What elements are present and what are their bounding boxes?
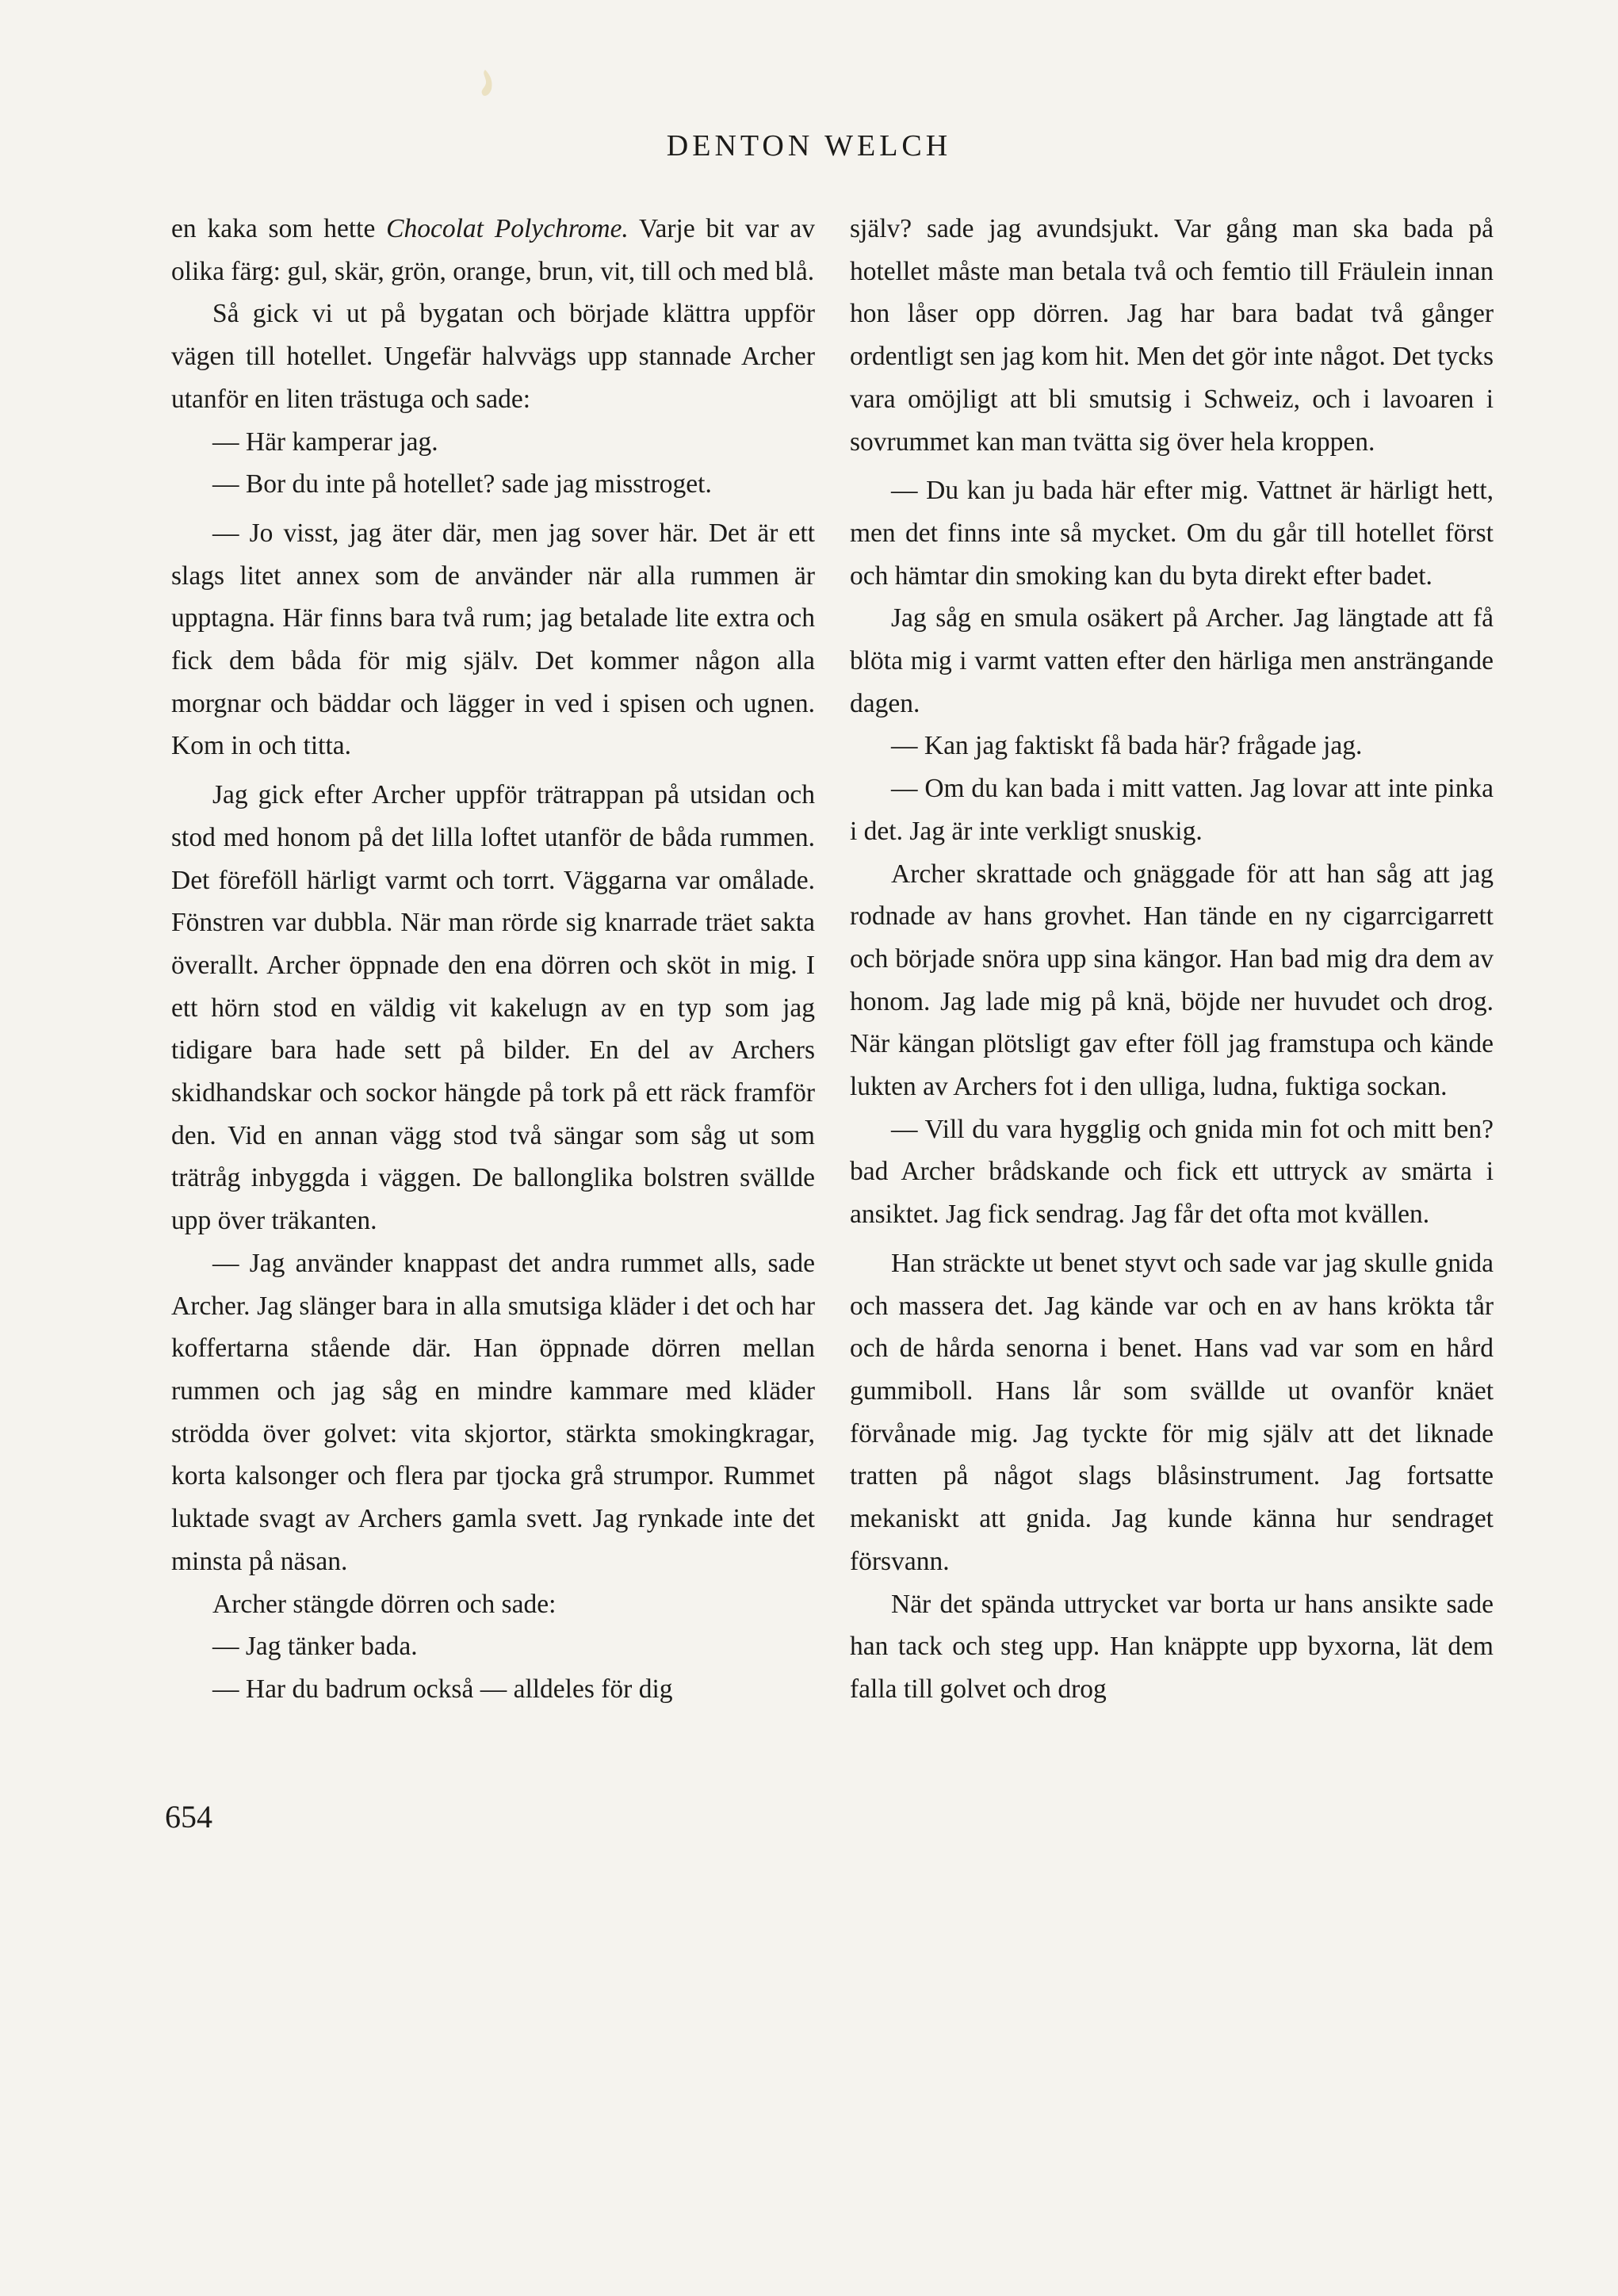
text-run: en kaka som hette [171, 214, 387, 243]
paper-blemish-mark [479, 68, 496, 100]
text-run: Varje bit var av olika färg: gul, skär, grön, orange, brun, vit, till och med blå. [171, 214, 815, 286]
dialogue-line: — Bor du inte på hotellet? sade jag misstroget. [212, 469, 712, 499]
paragraph [171, 208, 815, 293]
dialogue-line: — Jag tänker bada. [212, 1632, 418, 1662]
dialogue-line: — Du kan ju bada här efter mig. Vattnet är härligt hett, men det finns inte så mycket. Om du går till hotellet först och hämtar din smoking kan du byta direkt efter badet. [850, 476, 1494, 591]
left-text-column [171, 208, 815, 1711]
dialogue-line: — Om du kan bada i mitt vatten. Jag lovar att inte pinka i det. Jag är inte verkligt snuskig. [850, 774, 1494, 846]
paragraph: Archer stängde dörren och sade: [212, 1589, 557, 1619]
paragraph: Han sträckte ut benet styvt och sade var jag skulle gnida och massera det. Jag kände var och en av hans krökta tår och de hårda senorna i benet. Hans vad var som en hård gummiboll. Hans lår som svällde ut ovanför knäet förvånade mig. Jag tyckte för mig själv att det liknade tratten på något slags blåsinstrument. Jag fortsatte mekaniskt att gnida. Jag kunde känna hur sendraget försvann. [850, 1248, 1494, 1576]
dialogue-line: — Jag använder knappast det andra rummet alls, sade Archer. Jag slänger bara in alla smutsiga kläder i det och har koffertarna stående där. Han öppnade dörren mellan rummen och jag såg en mindre kammare med kläder strödda över golvet: vita skjortor, stärkta smokingkragar, korta kalsonger och flera par tjocka grå strumpor. Rummet luktade svagt av Archers gamla svett. Jag rynkade inte det minsta på näsan. [171, 1248, 815, 1576]
paragraph: Archer skrattade och gnäggade för att han såg att jag rodnade av hans grovhet. Han tände en ny cigarrcigarrett och började snöra upp sina kängor. Han bad mig dra dem av honom. Jag lade mig på knä, böjde ner huvudet och drog. När kängan plötsligt gav efter föll jag framstupa och kände lukten av Archers fot i den ulliga, ludna, fuktiga sockan. [850, 859, 1494, 1102]
paragraph: själv? sade jag avundsjukt. Var gång man ska bada på hotellet måste man betala två och femtio till Fräulein innan hon låser opp dörren. Jag har bara badat två gånger ordentligt sen jag kom hit. Men det gör inte något. Det tycks vara omöjligt att bli smutsig i Schweiz, och i lavoaren i sovrummet kan man tvätta sig över hela kroppen. [850, 214, 1494, 457]
dialogue-line: — Här kamperar jag. [212, 427, 438, 457]
right-text-column [850, 208, 1494, 1711]
running-header: DENTON WELCH [666, 129, 952, 163]
italic-title: Chocolat Polychrome. [386, 214, 629, 243]
dialogue-line: — Har du badrum också — alldeles för dig [212, 1674, 673, 1704]
dialogue-line: — Jo visst, jag äter där, men jag sover här. Det är ett slags litet annex som de använder när alla rummen är upptagna. Här finns bara två rum; jag betalade lite extra och fick dem båda för mig själv. Det kommer någon alla morgnar och bäddar och lägger in ved i spisen och ugnen. Kom in och titta. [171, 518, 815, 761]
paragraph: Jag gick efter Archer uppför trätrappan på utsidan och stod med honom på det lilla loftet utanför de båda rummen. Det föreföll härligt varmt och torrt. Väggarna var omålade. Fönstren var dubbla. När man rörde sig knarrade träet sakta överallt. Archer öppnade den ena dörren och sköt in mig. I ett hörn stod en väldig vit kakelugn av en typ som jag tidigare bara hade sett på bilder. En del av Archers skidhandskar och sockor hängde på tork på ett räck framför den. Vid en annan vägg stod två sängar som såg ut som trätråg inbyggda i väggen. De ballonglika bolstren svällde upp över träkanten. [171, 780, 815, 1236]
paragraph: Så gick vi ut på bygatan och började klättra uppför vägen till hotellet. Ungefär halvvägs upp stannade Archer utanför en liten trästuga och sade: [171, 299, 815, 414]
page-number: 654 [165, 1799, 212, 1835]
dialogue-line: — Vill du vara hygglig och gnida min fot och mitt ben? bad Archer brådskande och fick ett uttryck av smärta i ansiktet. Jag fick sendrag. Jag får det ofta mot kvällen. [850, 1114, 1494, 1230]
dialogue-line: — Kan jag faktiskt få bada här? frågade jag. [891, 731, 1363, 761]
paragraph: Jag såg en smula osäkert på Archer. Jag längtade att få blöta mig i varmt vatten efter den härliga men ansträngande dagen. [850, 603, 1494, 718]
paragraph: När det spända uttrycket var borta ur hans ansikte sade han tack och steg upp. Han knäppte upp byxorna, lät dem falla till golvet och drog [850, 1589, 1494, 1704]
